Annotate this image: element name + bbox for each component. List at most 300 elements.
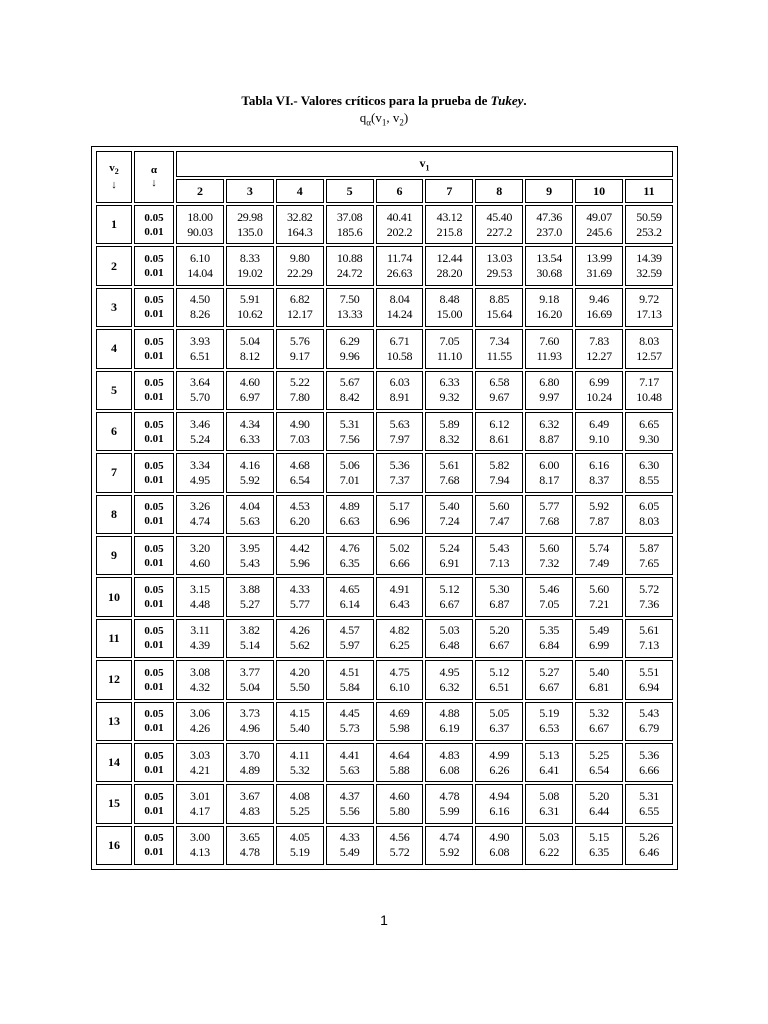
critical-value-cell	[376, 660, 424, 699]
value-alpha-001: 16.20	[536, 307, 562, 322]
value-alpha-001: 10.24	[586, 390, 612, 405]
value-alpha-005: 5.30	[489, 582, 510, 597]
critical-value-cell	[575, 246, 623, 285]
critical-value-cell	[326, 371, 374, 410]
value-alpha-001: 5.92	[239, 472, 260, 487]
alpha-level: 0.05	[144, 418, 164, 431]
value-alpha-001: 6.33	[239, 431, 260, 446]
critical-value-cell	[176, 495, 224, 534]
v2-value: 5	[96, 371, 132, 410]
critical-value-cell	[176, 205, 224, 244]
value-alpha-001: 6.53	[539, 721, 560, 736]
critical-value-cell	[575, 453, 623, 492]
value-alpha-001: 6.19	[439, 721, 460, 736]
value-alpha-005: 4.82	[389, 623, 410, 638]
value-alpha-001: 6.54	[289, 472, 310, 487]
alpha-level: 0.01	[144, 391, 164, 404]
table-row	[96, 205, 673, 244]
critical-value-cell	[575, 536, 623, 575]
value-alpha-005: 4.11	[290, 747, 310, 762]
value-alpha-001: 5.99	[439, 803, 460, 818]
value-alpha-001: 7.37	[389, 472, 410, 487]
value-alpha-001: 202.2	[386, 224, 413, 239]
column-header: 11	[625, 179, 673, 203]
value-alpha-001: 4.78	[239, 845, 260, 860]
value-alpha-005: 5.46	[539, 582, 560, 597]
critical-value-cell	[226, 619, 274, 658]
value-alpha-005: 9.18	[539, 292, 560, 307]
table-title	[0, 93, 768, 109]
value-alpha-001: 15.00	[436, 307, 463, 322]
critical-value-cell	[176, 371, 224, 410]
value-alpha-001: 14.04	[187, 266, 213, 281]
value-alpha-001: 7.65	[639, 555, 659, 570]
alpha-level: 0.01	[144, 515, 164, 528]
critical-value-cell	[525, 619, 573, 658]
critical-value-cell	[276, 784, 324, 823]
down-arrow-icon: ↓	[151, 177, 157, 189]
value-alpha-005: 13.99	[586, 251, 612, 266]
value-alpha-005: 4.45	[339, 706, 360, 721]
value-alpha-001: 7.87	[589, 514, 609, 529]
value-alpha-001: 8.87	[539, 431, 560, 446]
value-alpha-001: 4.96	[239, 721, 260, 736]
alpha-level: 0.01	[144, 225, 164, 238]
critical-value-cell	[575, 329, 623, 368]
value-alpha-005: 4.65	[339, 582, 360, 597]
critical-value-cell	[226, 536, 274, 575]
value-alpha-001: 7.94	[489, 472, 510, 487]
critical-value-cell	[176, 288, 224, 327]
critical-value-cell	[625, 495, 673, 534]
value-alpha-001: 9.17	[289, 348, 310, 363]
critical-value-cell	[625, 743, 673, 782]
column-header: 3	[226, 179, 274, 203]
critical-value-cell	[326, 826, 374, 865]
value-alpha-005: 5.89	[439, 416, 460, 431]
value-alpha-001: 8.37	[589, 472, 609, 487]
value-alpha-001: 5.70	[190, 390, 210, 405]
critical-value-cell	[276, 619, 324, 658]
critical-value-cell	[326, 536, 374, 575]
table-title-emphasis: Tukey	[490, 93, 524, 108]
value-alpha-005: 50.59	[636, 209, 662, 224]
critical-value-cell	[376, 784, 424, 823]
value-alpha-005: 4.68	[289, 457, 310, 472]
critical-value-cell	[575, 577, 623, 616]
value-alpha-001: 6.67	[489, 638, 510, 653]
value-alpha-001: 9.10	[589, 431, 609, 446]
value-alpha-001: 8.55	[639, 472, 659, 487]
critical-value-cell	[326, 329, 374, 368]
value-alpha-001: 12.27	[586, 348, 612, 363]
v2-value: 13	[96, 702, 132, 741]
value-alpha-001: 5.84	[339, 679, 360, 694]
value-alpha-005: 3.01	[190, 788, 210, 803]
value-alpha-001: 11.55	[486, 348, 512, 363]
alpha-cell	[134, 784, 174, 823]
value-alpha-001: 4.95	[190, 472, 210, 487]
value-alpha-005: 4.16	[239, 457, 260, 472]
tukey-table-frame	[91, 146, 678, 870]
critical-value-cell	[575, 826, 623, 865]
alpha-level: 0.01	[144, 349, 164, 362]
value-alpha-005: 3.06	[190, 706, 210, 721]
value-alpha-001: 6.84	[539, 638, 560, 653]
critical-value-cell	[276, 826, 324, 865]
value-alpha-005: 5.27	[539, 664, 560, 679]
formula-sub-1: 1	[381, 117, 387, 128]
critical-value-cell	[575, 702, 623, 741]
alpha-level: 0.05	[144, 211, 164, 224]
column-header: 7	[425, 179, 473, 203]
value-alpha-005: 5.49	[589, 623, 609, 638]
value-alpha-001: 6.67	[539, 679, 560, 694]
value-alpha-005: 5.72	[639, 582, 659, 597]
critical-value-cell	[176, 784, 224, 823]
critical-value-cell	[176, 619, 224, 658]
value-alpha-001: 5.19	[289, 845, 310, 860]
value-alpha-001: 4.48	[190, 597, 210, 612]
value-alpha-005: 5.67	[339, 375, 360, 390]
value-alpha-005: 4.64	[389, 747, 410, 762]
critical-value-cell	[376, 453, 424, 492]
value-alpha-005: 5.60	[489, 499, 510, 514]
value-alpha-001: 5.77	[289, 597, 310, 612]
value-alpha-001: 5.97	[339, 638, 360, 653]
value-alpha-001: 13.33	[336, 307, 363, 322]
critical-value-cell	[326, 495, 374, 534]
critical-value-cell	[475, 702, 523, 741]
value-alpha-005: 5.31	[639, 788, 659, 803]
v2-value: 15	[96, 784, 132, 823]
value-alpha-005: 4.60	[389, 788, 410, 803]
table-row	[96, 660, 673, 699]
table-row	[96, 743, 673, 782]
value-alpha-005: 7.83	[589, 333, 609, 348]
value-alpha-005: 5.02	[389, 540, 410, 555]
value-alpha-001: 164.3	[286, 224, 313, 239]
critical-value-cell	[326, 453, 374, 492]
value-alpha-001: 6.43	[389, 597, 410, 612]
value-alpha-001: 6.63	[339, 514, 360, 529]
table-row	[96, 536, 673, 575]
critical-value-cell	[226, 826, 274, 865]
critical-value-cell	[625, 205, 673, 244]
table-row	[96, 702, 673, 741]
alpha-cell	[134, 660, 174, 699]
value-alpha-005: 6.71	[389, 333, 410, 348]
column-header: 8	[475, 179, 523, 203]
alpha-level: 0.05	[144, 501, 164, 514]
value-alpha-001: 7.47	[489, 514, 510, 529]
value-alpha-005: 5.74	[589, 540, 609, 555]
critical-value-cell	[326, 288, 374, 327]
critical-value-cell	[276, 412, 324, 451]
formula-comma: , v	[386, 110, 400, 125]
value-alpha-005: 6.00	[539, 457, 560, 472]
value-alpha-005: 6.80	[539, 375, 560, 390]
value-alpha-005: 9.80	[289, 251, 310, 266]
value-alpha-005: 5.77	[539, 499, 560, 514]
value-alpha-001: 6.94	[639, 679, 659, 694]
value-alpha-005: 5.05	[489, 706, 510, 721]
critical-value-cell	[475, 412, 523, 451]
alpha-cell	[134, 246, 174, 285]
value-alpha-005: 3.00	[190, 830, 210, 845]
critical-value-cell	[376, 702, 424, 741]
column-header: 5	[326, 179, 374, 203]
value-alpha-001: 6.16	[489, 803, 510, 818]
alpha-cell	[134, 577, 174, 616]
value-alpha-001: 5.92	[439, 845, 460, 860]
alpha-level: 0.01	[144, 763, 164, 776]
value-alpha-005: 4.91	[389, 582, 410, 597]
value-alpha-001: 4.60	[190, 555, 210, 570]
value-alpha-001: 14.24	[386, 307, 413, 322]
critical-value-cell	[176, 702, 224, 741]
v2-value: 8	[96, 495, 132, 534]
critical-value-cell	[326, 619, 374, 658]
value-alpha-005: 6.03	[389, 375, 410, 390]
critical-value-cell	[475, 288, 523, 327]
critical-value-cell	[525, 371, 573, 410]
v2-value: 11	[96, 619, 132, 658]
value-alpha-001: 8.12	[239, 348, 260, 363]
value-alpha-005: 5.61	[439, 457, 460, 472]
v2-value: 2	[96, 246, 132, 285]
critical-value-cell	[475, 660, 523, 699]
value-alpha-005: 5.03	[539, 830, 560, 845]
value-alpha-005: 3.11	[190, 623, 210, 638]
value-alpha-001: 6.20	[289, 514, 310, 529]
critical-value-cell	[475, 619, 523, 658]
value-alpha-005: 6.65	[639, 416, 659, 431]
value-alpha-001: 6.48	[439, 638, 460, 653]
value-alpha-005: 5.63	[389, 416, 410, 431]
value-alpha-001: 6.10	[389, 679, 410, 694]
value-alpha-001: 5.49	[339, 845, 360, 860]
value-alpha-001: 6.81	[589, 679, 609, 694]
value-alpha-005: 5.61	[639, 623, 659, 638]
v2-value: 4	[96, 329, 132, 368]
value-alpha-001: 6.25	[389, 638, 410, 653]
table-row	[96, 495, 673, 534]
value-alpha-001: 5.40	[289, 721, 310, 736]
value-alpha-005: 4.90	[289, 416, 310, 431]
alpha-level: 0.05	[144, 790, 164, 803]
critical-value-cell	[425, 577, 473, 616]
v2-value: 14	[96, 743, 132, 782]
value-alpha-001: 12.17	[286, 307, 313, 322]
table-title-text: Tabla VI.- Valores críticos para la prueba de	[241, 93, 491, 108]
critical-value-cell	[575, 619, 623, 658]
value-alpha-005: 6.30	[639, 457, 659, 472]
critical-value-cell	[176, 453, 224, 492]
critical-value-cell	[525, 495, 573, 534]
value-alpha-001: 5.04	[239, 679, 260, 694]
table-row	[96, 784, 673, 823]
alpha-level: 0.05	[144, 666, 164, 679]
value-alpha-005: 3.70	[239, 747, 260, 762]
value-alpha-001: 90.03	[187, 224, 213, 239]
value-alpha-005: 6.05	[639, 499, 659, 514]
value-alpha-001: 6.46	[639, 845, 659, 860]
column-header: 9	[525, 179, 573, 203]
value-alpha-005: 6.82	[289, 292, 310, 307]
critical-value-cell	[525, 743, 573, 782]
value-alpha-001: 4.17	[190, 803, 210, 818]
alpha-level: 0.05	[144, 459, 164, 472]
critical-value-cell	[475, 205, 523, 244]
value-alpha-005: 4.60	[239, 375, 260, 390]
page-number: 1	[380, 912, 388, 928]
value-alpha-005: 6.32	[539, 416, 560, 431]
alpha-level: 0.01	[144, 639, 164, 652]
formula-open: (v	[371, 110, 382, 125]
value-alpha-005: 7.60	[539, 333, 560, 348]
value-alpha-001: 6.22	[539, 845, 560, 860]
value-alpha-005: 49.07	[586, 209, 612, 224]
value-alpha-005: 5.22	[289, 375, 310, 390]
value-alpha-005: 13.54	[536, 251, 562, 266]
value-alpha-005: 4.26	[289, 623, 310, 638]
alpha-level: 0.01	[144, 473, 164, 486]
critical-value-cell	[525, 246, 573, 285]
critical-value-cell	[376, 246, 424, 285]
value-alpha-001: 4.89	[239, 762, 260, 777]
value-alpha-001: 5.62	[289, 638, 310, 653]
critical-value-cell	[226, 577, 274, 616]
value-alpha-005: 5.76	[289, 333, 310, 348]
critical-value-cell	[226, 743, 274, 782]
alpha-cell	[134, 412, 174, 451]
critical-value-cell	[276, 743, 324, 782]
value-alpha-005: 43.12	[436, 209, 463, 224]
value-alpha-001: 6.99	[589, 638, 609, 653]
value-alpha-001: 4.26	[190, 721, 210, 736]
value-alpha-005: 5.36	[389, 457, 410, 472]
value-alpha-001: 237.0	[536, 224, 562, 239]
value-alpha-005: 5.32	[589, 706, 609, 721]
critical-value-cell	[475, 743, 523, 782]
critical-value-cell	[425, 246, 473, 285]
critical-value-cell	[475, 246, 523, 285]
critical-value-cell	[176, 329, 224, 368]
value-alpha-005: 4.88	[439, 706, 460, 721]
critical-value-cell	[425, 329, 473, 368]
value-alpha-001: 7.32	[539, 555, 560, 570]
table-row	[96, 577, 673, 616]
value-alpha-001: 6.44	[589, 803, 609, 818]
table-formula	[0, 110, 768, 128]
value-alpha-001: 4.21	[190, 762, 210, 777]
value-alpha-001: 8.26	[190, 307, 210, 322]
value-alpha-005: 45.40	[486, 209, 513, 224]
value-alpha-005: 4.69	[389, 706, 410, 721]
value-alpha-001: 5.80	[389, 803, 410, 818]
critical-value-cell	[226, 453, 274, 492]
table-row	[96, 371, 673, 410]
value-alpha-005: 5.51	[639, 664, 659, 679]
critical-value-cell	[475, 329, 523, 368]
value-alpha-005: 4.50	[190, 292, 210, 307]
value-alpha-005: 4.53	[289, 499, 310, 514]
value-alpha-001: 6.55	[639, 803, 659, 818]
value-alpha-001: 7.49	[589, 555, 609, 570]
critical-value-cell	[475, 577, 523, 616]
critical-value-cell	[475, 495, 523, 534]
value-alpha-001: 12.57	[636, 348, 662, 363]
alpha-level: 0.05	[144, 832, 164, 845]
value-alpha-005: 5.13	[539, 747, 560, 762]
critical-value-cell	[376, 412, 424, 451]
value-alpha-001: 26.63	[386, 266, 413, 281]
value-alpha-001: 6.51	[190, 348, 210, 363]
value-alpha-005: 7.05	[439, 333, 460, 348]
critical-value-cell	[376, 495, 424, 534]
value-alpha-005: 6.33	[439, 375, 460, 390]
value-alpha-001: 6.97	[239, 390, 260, 405]
value-alpha-005: 6.16	[589, 457, 609, 472]
value-alpha-001: 6.35	[339, 555, 360, 570]
value-alpha-001: 4.83	[239, 803, 260, 818]
value-alpha-001: 8.03	[639, 514, 659, 529]
value-alpha-005: 3.15	[190, 582, 210, 597]
critical-value-cell	[326, 743, 374, 782]
value-alpha-005: 13.03	[486, 251, 513, 266]
formula-alpha-sub: α	[366, 117, 372, 128]
value-alpha-001: 4.13	[190, 845, 210, 860]
value-alpha-005: 5.12	[439, 582, 460, 597]
value-alpha-001: 245.6	[586, 224, 612, 239]
value-alpha-005: 3.20	[190, 540, 210, 555]
critical-value-cell	[425, 371, 473, 410]
value-alpha-005: 5.26	[639, 830, 659, 845]
value-alpha-001: 5.43	[239, 555, 260, 570]
alpha-cell	[134, 743, 174, 782]
critical-value-cell	[425, 619, 473, 658]
value-alpha-001: 5.32	[289, 762, 310, 777]
value-alpha-005: 9.72	[639, 292, 659, 307]
critical-value-cell	[425, 453, 473, 492]
value-alpha-005: 5.40	[589, 664, 609, 679]
critical-value-cell	[425, 205, 473, 244]
value-alpha-001: 16.69	[586, 307, 612, 322]
value-alpha-005: 5.17	[389, 499, 410, 514]
value-alpha-005: 7.50	[339, 292, 360, 307]
down-arrow-icon: ↓	[111, 178, 117, 191]
value-alpha-005: 5.60	[539, 540, 560, 555]
value-alpha-001: 9.30	[639, 431, 659, 446]
critical-value-cell	[625, 577, 673, 616]
value-alpha-005: 4.90	[489, 830, 510, 845]
value-alpha-001: 6.08	[439, 762, 460, 777]
critical-value-cell	[625, 288, 673, 327]
value-alpha-001: 185.6	[336, 224, 363, 239]
value-alpha-001: 215.8	[436, 224, 463, 239]
value-alpha-005: 5.82	[489, 457, 510, 472]
value-alpha-001: 10.62	[237, 307, 263, 322]
value-alpha-005: 4.99	[489, 747, 510, 762]
critical-value-cell	[625, 329, 673, 368]
alpha-cell	[134, 702, 174, 741]
value-alpha-001: 5.73	[339, 721, 360, 736]
critical-value-cell	[425, 702, 473, 741]
critical-value-cell	[276, 371, 324, 410]
value-alpha-005: 5.06	[339, 457, 360, 472]
critical-value-cell	[425, 536, 473, 575]
